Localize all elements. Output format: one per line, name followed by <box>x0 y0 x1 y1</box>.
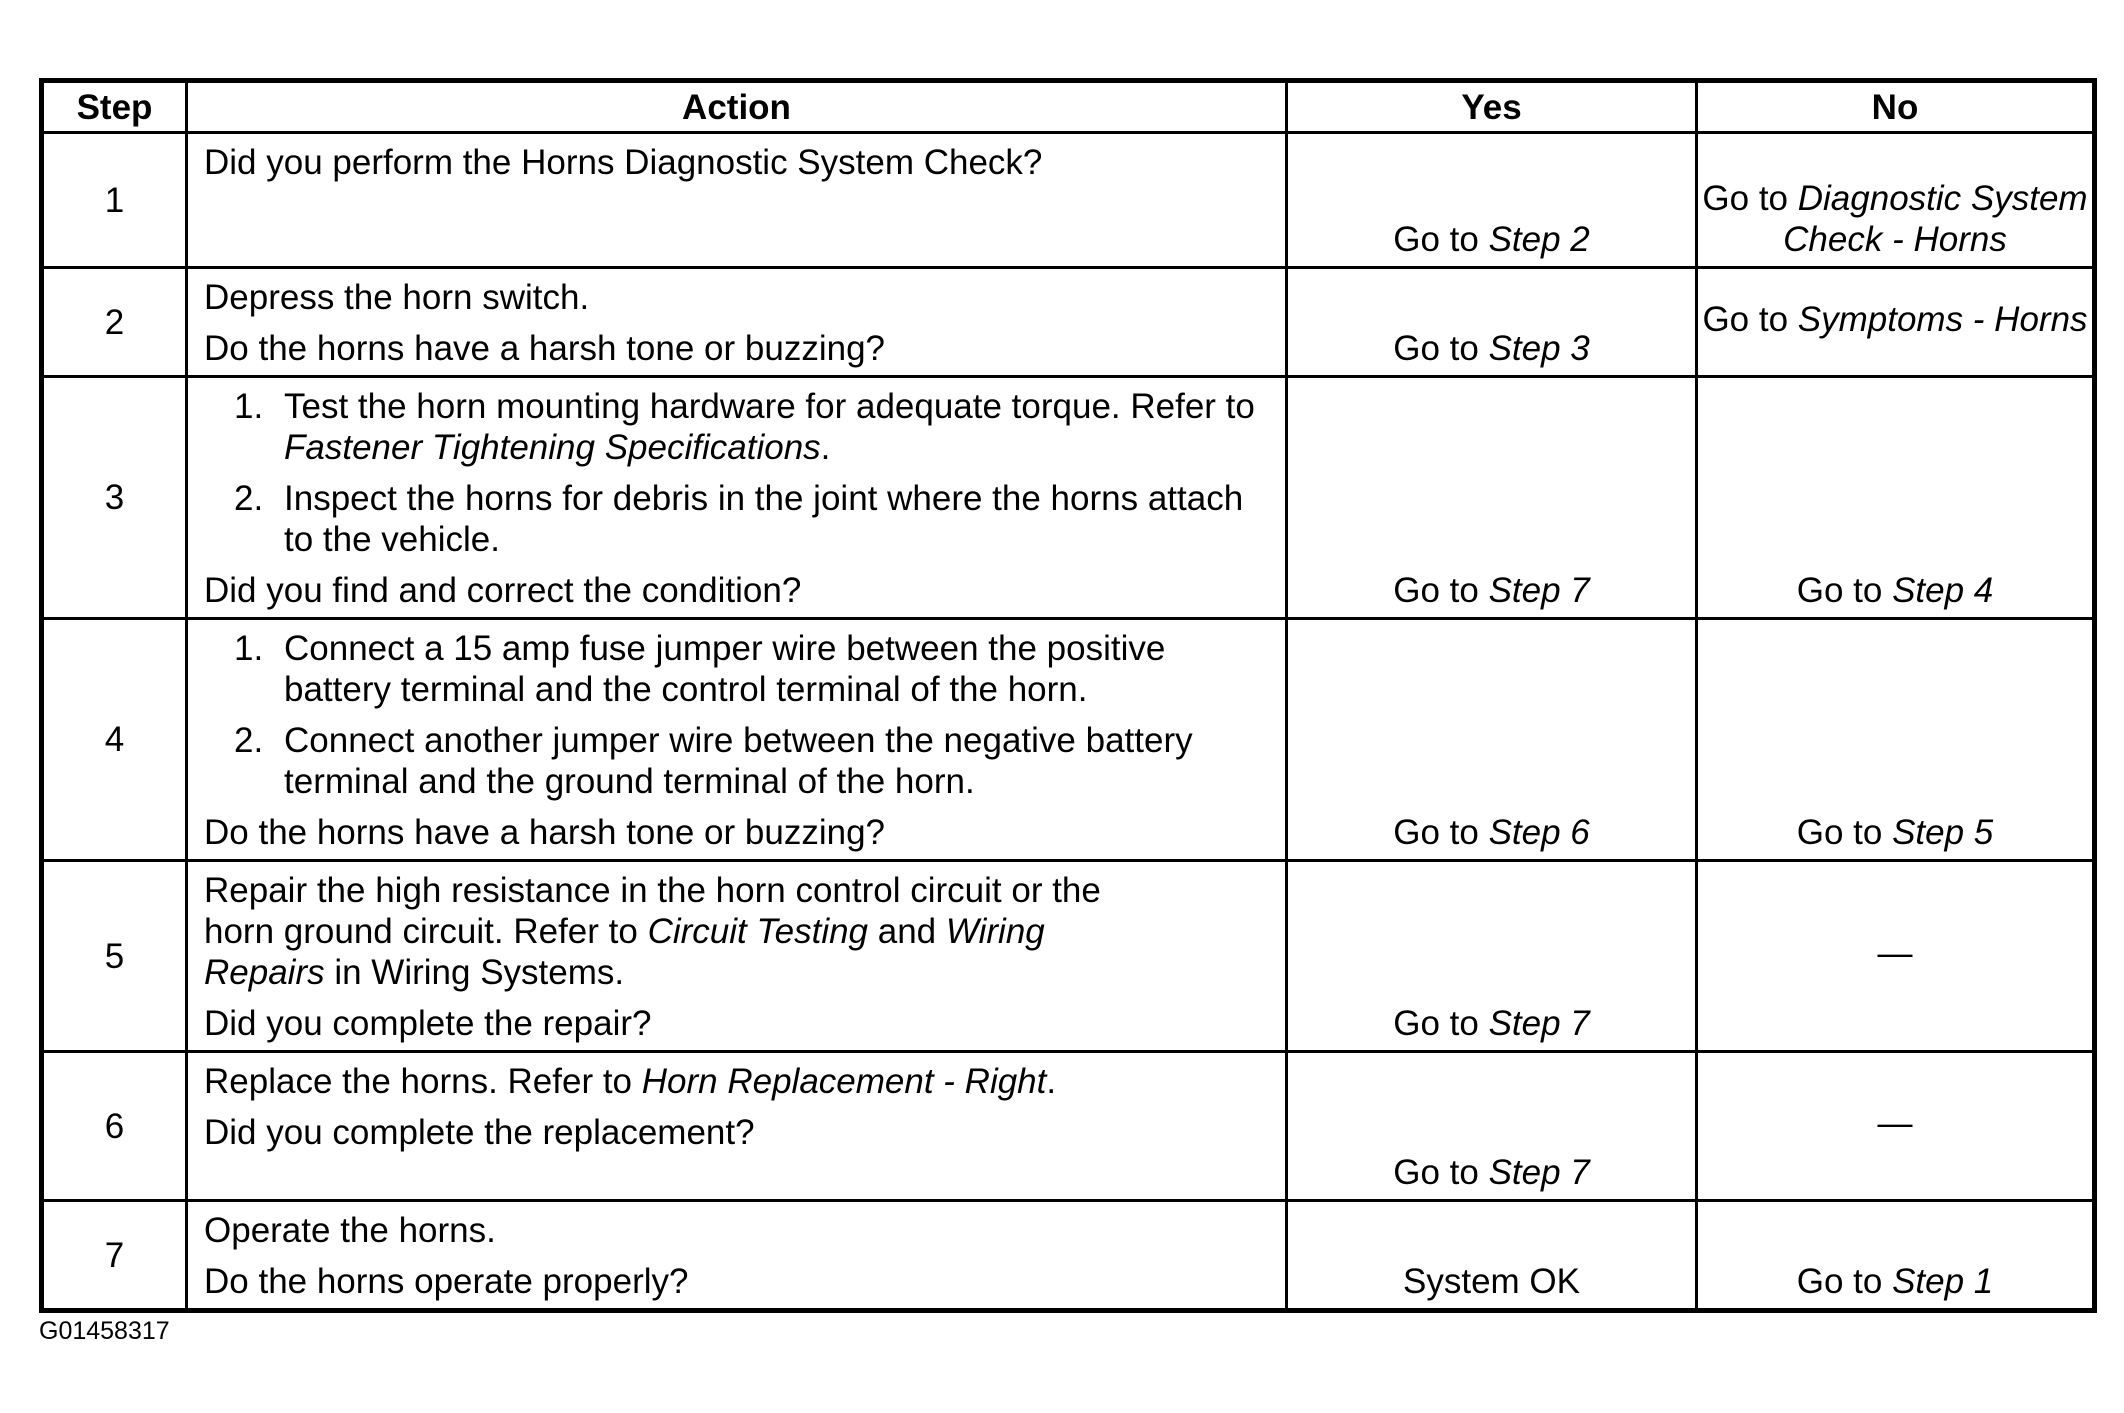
yes-prefix: Go to <box>1393 329 1489 368</box>
step-number: 5 <box>42 861 187 1052</box>
action-question: Did you complete the repair? <box>204 1004 652 1043</box>
action-question: Do the horns operate properly? <box>204 1262 689 1301</box>
table-row <box>42 377 2095 619</box>
action-instruction: Depress the horn switch. <box>204 278 590 317</box>
header-action: Action <box>187 81 1287 133</box>
action-instruction <box>204 1061 1269 1102</box>
instruction-text: and <box>868 912 946 951</box>
list-text: Connect another jumper wire between the negative battery terminal and the ground terminal of the horn. <box>284 721 1193 801</box>
yes-link[interactable]: Step 6 <box>1488 813 1590 852</box>
yes-prefix: Go to <box>1393 1153 1489 1192</box>
no-cell <box>1697 133 2095 268</box>
reference-link[interactable]: Horn Replacement - Right <box>641 1062 1047 1101</box>
table-row <box>42 133 2095 268</box>
no-prefix: Go to <box>1702 179 1798 218</box>
yes-link[interactable]: Step 7 <box>1488 1153 1590 1192</box>
action-cell <box>187 133 1287 268</box>
no-cell <box>1697 619 2095 861</box>
list-item <box>204 386 1269 468</box>
no-cell: — <box>1697 1052 2095 1201</box>
no-cell <box>1697 377 2095 619</box>
yes-cell <box>1287 133 1697 268</box>
yes-link[interactable]: Step 3 <box>1488 329 1590 368</box>
action-question: Did you find and correct the condition? <box>204 571 802 610</box>
list-text-end: . <box>820 428 831 467</box>
action-cell <box>187 619 1287 861</box>
no-prefix: Go to <box>1796 813 1893 852</box>
action-question: Do the horns have a harsh tone or buzzing? <box>204 813 885 852</box>
reference-link[interactable]: Fastener Tightening Specifications <box>284 428 821 467</box>
yes-cell <box>1287 861 1697 1052</box>
table-row <box>42 1201 2095 1311</box>
no-link[interactable]: Symptoms - Horns <box>1797 299 2088 339</box>
yes-prefix: Go to <box>1393 1004 1489 1043</box>
no-link[interactable]: Diagnostic System Check - Horns <box>1783 179 2088 259</box>
yes-prefix: Go to <box>1393 813 1489 852</box>
action-cell <box>187 1052 1287 1201</box>
list-item <box>204 720 1269 802</box>
list-text: Inspect the horns for debris in the joint where the horns attach to the vehicle. <box>284 479 1244 559</box>
instruction-text: in Wiring Systems. <box>324 953 625 992</box>
no-cell: — <box>1697 861 2095 1052</box>
instruction-text: Repair the high resistance in the horn control circuit or the horn ground circuit. Refer to <box>204 871 1101 951</box>
list-number: 1. <box>234 387 264 426</box>
table-row <box>42 268 2095 377</box>
instruction-text: . <box>1046 1062 1057 1101</box>
action-cell <box>187 377 1287 619</box>
list-number: 2. <box>234 721 264 760</box>
step-number: 7 <box>42 1201 187 1311</box>
action-list <box>204 386 1269 560</box>
action-cell <box>187 268 1287 377</box>
step-number: 3 <box>42 377 187 619</box>
figure-id: G01458317 <box>39 1317 170 1345</box>
action-question: Do the horns have a harsh tone or buzzing? <box>204 329 885 368</box>
header-no: No <box>1697 81 2095 133</box>
no-prefix: Go to <box>1796 571 1893 610</box>
no-cell <box>1697 268 2095 377</box>
action-instruction: Operate the horns. <box>204 1211 496 1250</box>
table-row <box>42 1052 2095 1201</box>
table-row <box>42 619 2095 861</box>
header-row <box>42 81 2095 133</box>
no-link[interactable]: Step 5 <box>1892 813 1994 852</box>
list-item <box>204 628 1269 710</box>
action-question: Did you perform the Horns Diagnostic System Check? <box>204 143 1043 182</box>
action-question: Did you complete the replacement? <box>204 1113 755 1152</box>
yes-link[interactable]: Step 7 <box>1488 571 1590 610</box>
table-row <box>42 861 2095 1052</box>
header-step: Step <box>42 81 187 133</box>
yes-link[interactable]: Step 7 <box>1488 1004 1590 1043</box>
yes-prefix: Go to <box>1393 220 1489 259</box>
action-list <box>204 628 1269 802</box>
no-cell <box>1697 1201 2095 1311</box>
yes-cell <box>1287 619 1697 861</box>
no-link[interactable]: Step 4 <box>1892 571 1994 610</box>
no-prefix: Go to <box>1796 1262 1893 1301</box>
list-text: Test the horn mounting hardware for adequate torque. Refer to <box>284 387 1255 426</box>
step-number: 1 <box>42 133 187 268</box>
no-link[interactable]: Step 1 <box>1892 1262 1994 1301</box>
yes-link[interactable]: Step 2 <box>1488 220 1590 259</box>
reference-link[interactable]: Circuit Testing <box>647 912 869 951</box>
no-prefix: Go to <box>1702 299 1798 339</box>
reference-link[interactable]: Wiring Repairs <box>204 912 1045 992</box>
action-cell <box>187 861 1287 1052</box>
action-cell <box>187 1201 1287 1311</box>
header-yes: Yes <box>1287 81 1697 133</box>
yes-cell <box>1287 268 1697 377</box>
yes-cell <box>1287 1052 1697 1201</box>
instruction-text: Replace the horns. Refer to <box>204 1062 642 1101</box>
list-number: 2. <box>234 479 264 518</box>
list-item <box>204 478 1269 560</box>
yes-cell <box>1287 377 1697 619</box>
action-instruction <box>204 870 1269 993</box>
step-number: 4 <box>42 619 187 861</box>
step-number: 6 <box>42 1052 187 1201</box>
step-number: 2 <box>42 268 187 377</box>
yes-cell: System OK <box>1287 1201 1697 1311</box>
list-number: 1. <box>234 629 264 668</box>
yes-prefix: Go to <box>1393 571 1489 610</box>
list-text: Connect a 15 amp fuse jumper wire between the positive battery terminal and the control terminal of the horn. <box>284 629 1166 709</box>
diagnostic-table <box>39 78 2097 1313</box>
